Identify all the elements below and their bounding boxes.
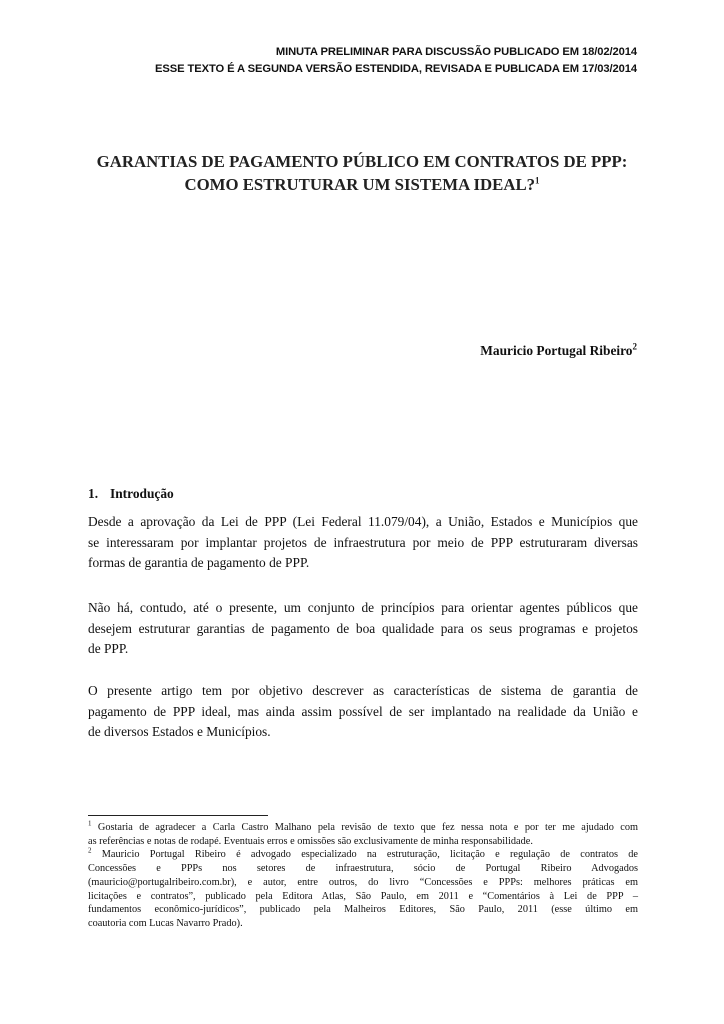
footnote-divider — [88, 815, 268, 816]
section-number: 1. — [88, 486, 99, 501]
title-footnote-ref[interactable]: 1 — [535, 175, 540, 186]
footnote-1-number: 1 — [88, 819, 92, 828]
footnote-2-line: Concessões e PPPs nos setores de infraestrutura, sócio de Portugal Ribeiro Advogados — [88, 863, 638, 875]
footnote-1-text: Gostaria de agradecer a Carla Castro Malhano pela revisão de texto que fez nessa nota e por ter me ajudado com — [91, 822, 638, 833]
document-title — [60, 150, 664, 196]
footnote-2-line: fundamentos econômico-jurídicos”, publicado pela Malheiros Editores, São Paulo, 2011 (esse último em — [88, 904, 638, 916]
paragraph-line: formas de garantia de pagamento de PPP. — [88, 555, 310, 570]
paragraph-line: Desde a aprovação da Lei de PPP (Lei Federal 11.079/04), a União, Estados e Municípios que — [88, 514, 638, 529]
paragraph-line: desejem estruturar garantias de pagamento de boa qualidade para os seus programas e projetos — [88, 620, 638, 636]
paragraph-line: Não há, contudo, até o presente, um conjunto de princípios para orientar agentes públicos que — [88, 600, 638, 615]
section-title: Introdução — [110, 486, 174, 501]
footnote-1-line — [88, 821, 638, 835]
title-line-2 — [60, 173, 664, 196]
author-footnote-ref[interactable]: 2 — [632, 341, 637, 352]
footnote-1-line: as referências e notas de rodapé. Eventuais erros e omissões são exclusivamente de minha responsabilidade. — [88, 835, 533, 847]
footnote-2-line — [88, 848, 638, 862]
paragraph-3 — [88, 681, 638, 743]
section-heading — [88, 486, 174, 502]
title-line-2-text: COMO ESTRUTURAR UM SISTEMA IDEAL? — [184, 175, 536, 194]
footnote-2-line: (mauricio@portugalribeiro.com.br), e autor, entre outros, do livro “Concessões e PPPs: melhores práticas em — [88, 876, 638, 888]
paragraph-line: pagamento de PPP ideal, mas ainda assim possível de ser implantado na realidade da União e — [88, 703, 638, 719]
page-header — [77, 44, 637, 78]
footnote-2-text: Mauricio Portugal Ribeiro é advogado especializado na estruturação, licitação e regulação de contratos de — [91, 849, 638, 861]
paragraph-line: O presente artigo tem por objetivo descrever as características de sistema de garantia de — [88, 683, 638, 698]
footnote-2-number: 2 — [88, 846, 92, 855]
paragraph-line: se interessaram por implantar projetos de infraestrutura por meio de PPP estruturaram diversas — [88, 534, 638, 550]
title-line-1: GARANTIAS DE PAGAMENTO PÚBLICO EM CONTRATOS DE PPP: — [96, 152, 628, 171]
header-line-2: ESSE TEXTO É A SEGUNDA VERSÃO ESTENDIDA, REVISADA E PUBLICADA EM 17/03/2014 — [155, 63, 637, 75]
author-name-text: Mauricio Portugal Ribeiro — [480, 343, 633, 358]
paragraph-1 — [88, 512, 638, 574]
footnote-2-line: licitações e contratos”, publicado pela Editora Atlas, São Paulo, em 2011 e “Comentários à Lei de PPP – — [88, 890, 638, 902]
author-name — [480, 343, 637, 359]
paragraph-line: de diversos Estados e Municípios. — [88, 724, 271, 739]
paragraph-2 — [88, 598, 638, 660]
footnotes — [88, 821, 638, 931]
header-line-1: MINUTA PRELIMINAR PARA DISCUSSÃO PUBLICADO EM 18/02/2014 — [275, 46, 637, 58]
footnote-2-line: coautoria com Lucas Navarro Prado). — [88, 917, 243, 929]
paragraph-line: de PPP. — [88, 641, 129, 656]
